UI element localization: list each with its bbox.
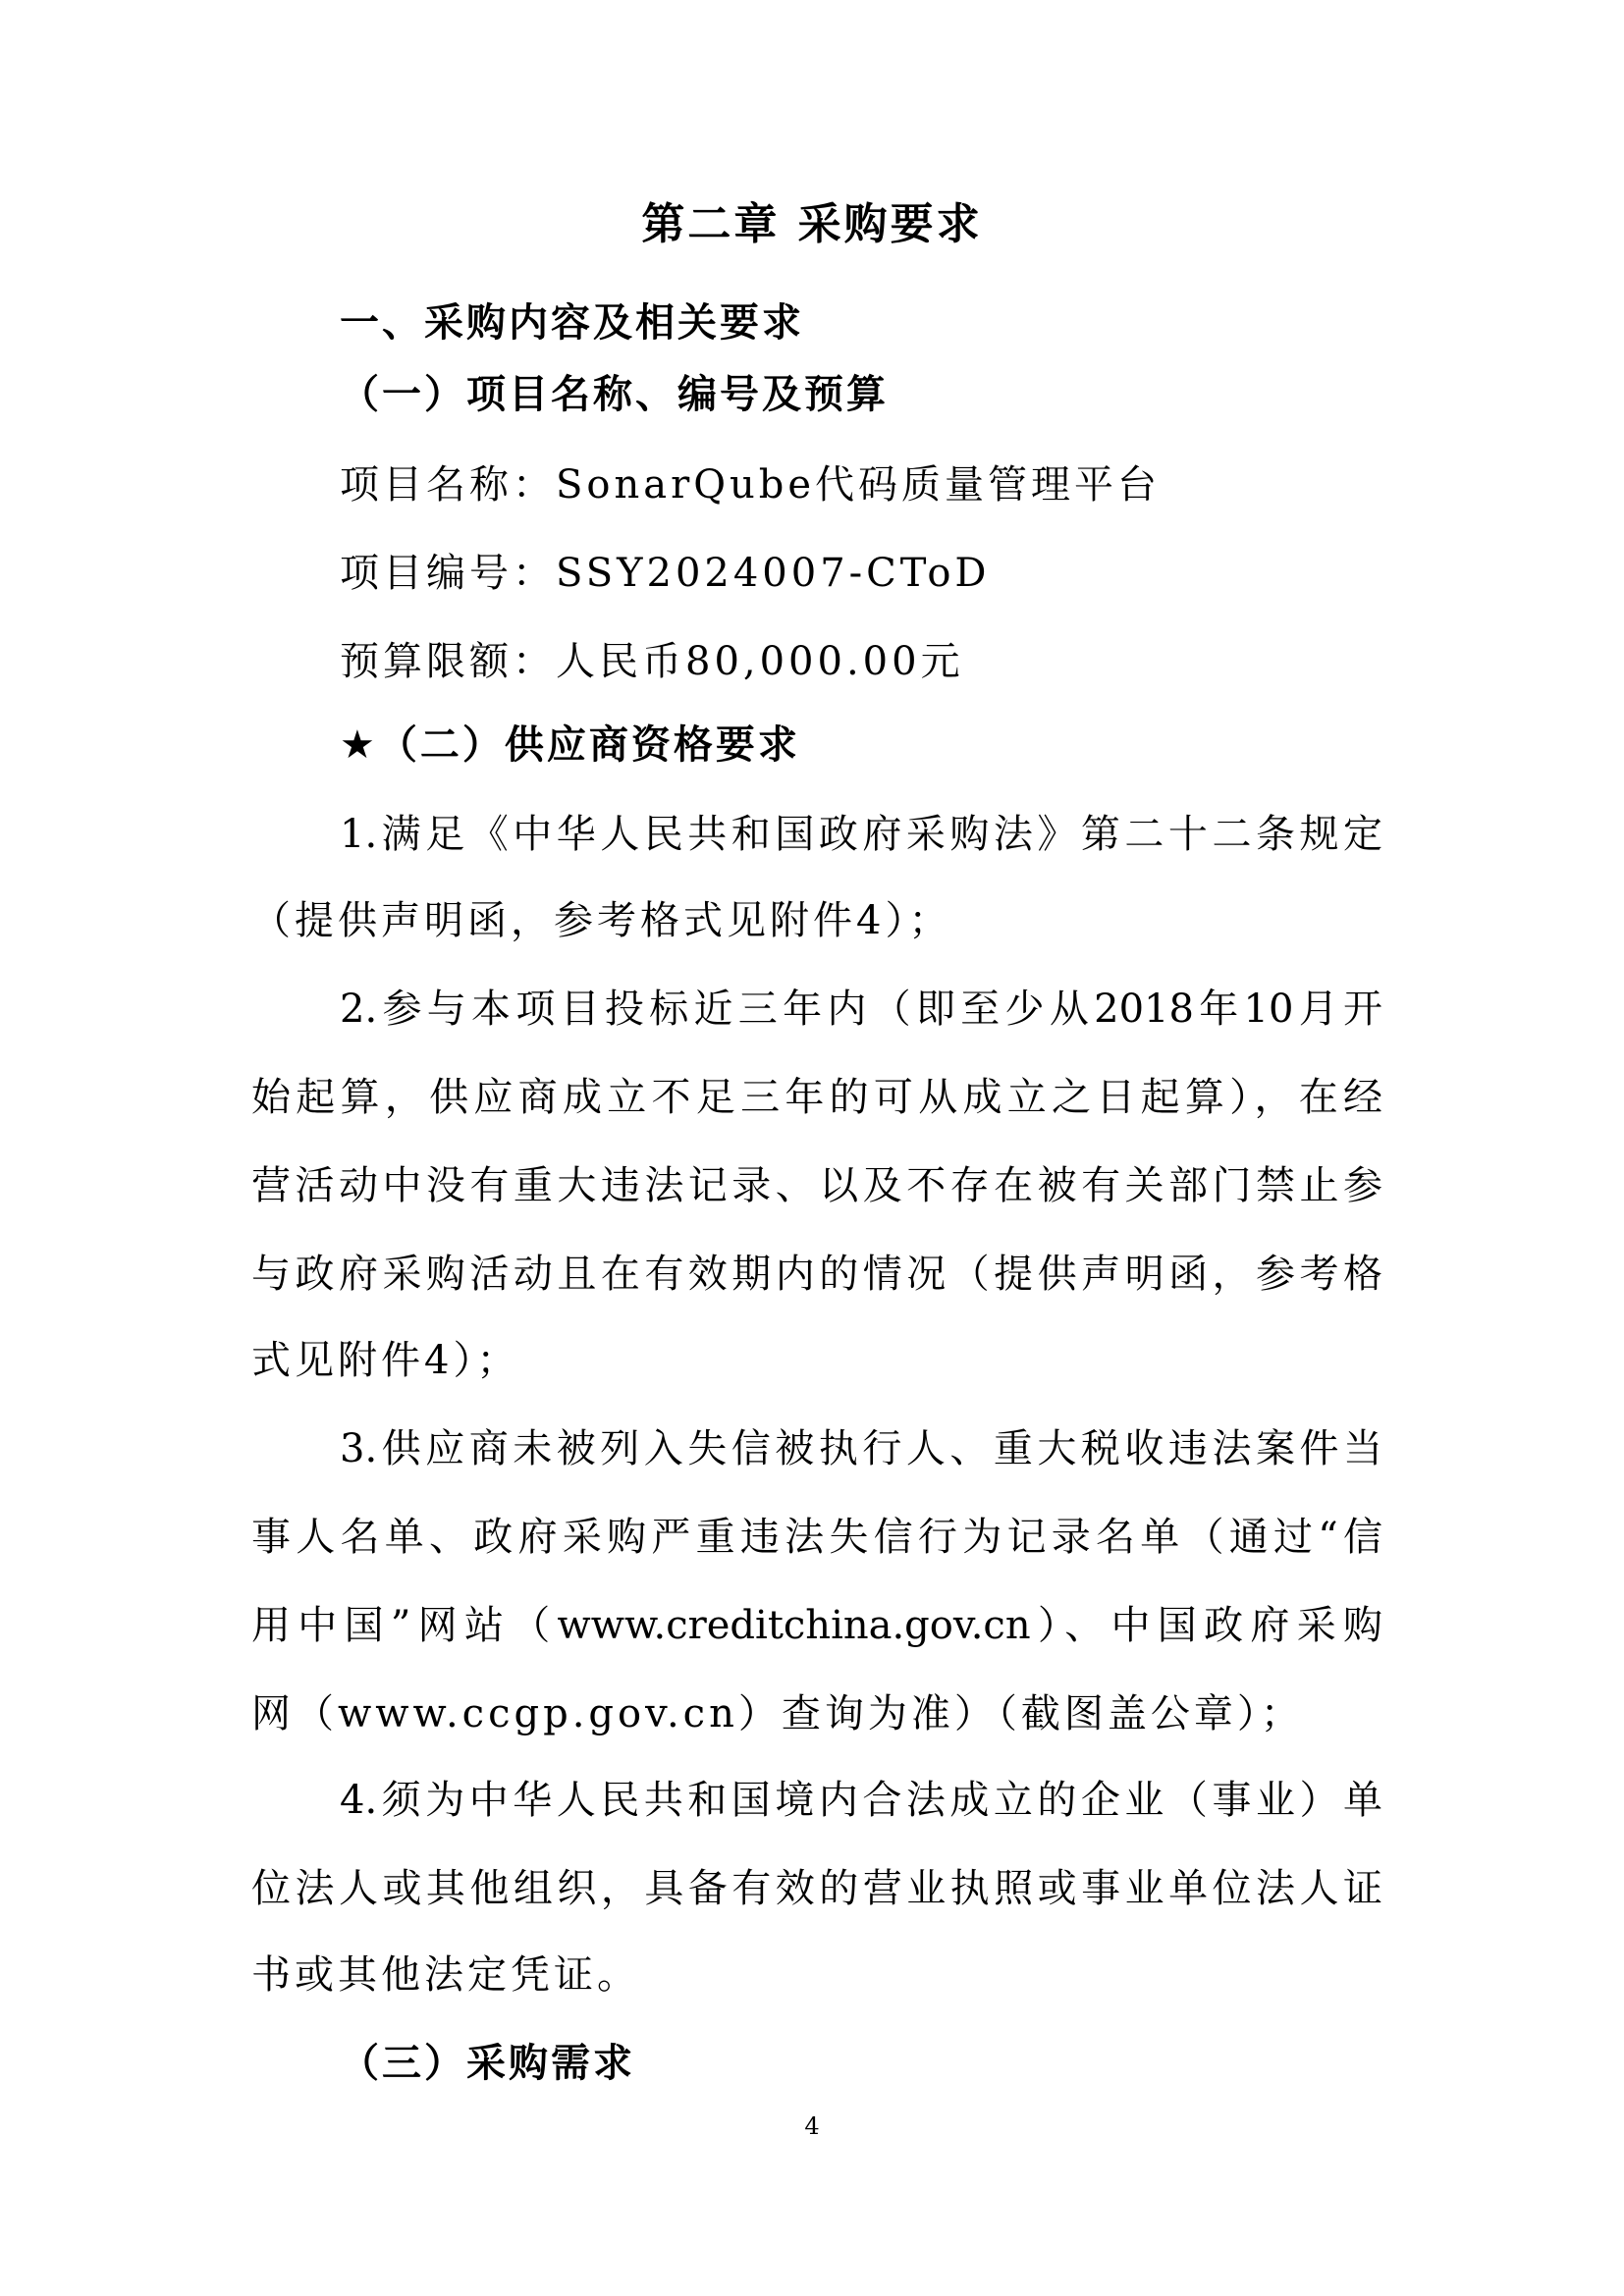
subsection-heading-project: （一）项目名称、编号及预算 [340, 372, 889, 417]
requirement-1-line-2: （提供声明函，参考格式见附件4）； [251, 898, 952, 943]
requirement-3-line-4: 网（www.ccgp.gov.cn）查询为准）（截图盖公章）； [251, 1691, 1304, 1736]
requirement-4-line-2: 位法人或其他组织，具备有效的营业执照或事业单位法人证 [251, 1866, 1382, 1911]
requirement-2-line-4: 与政府采购活动且在有效期内的情况（提供声明函，参考格 [251, 1252, 1382, 1297]
requirement-3-line-1: 3.供应商未被列入失信被执行人、重大税收违法案件当 [340, 1426, 1382, 1471]
requirement-3-line-2: 事人名单、政府采购严重违法失信行为记录名单（通过“信 [251, 1515, 1382, 1560]
project-number: 项目编号：SSY2024007-CToD [340, 551, 991, 596]
subsection-heading-requirements: （三）采购需求 [340, 2041, 635, 2086]
chapter-title: 第二章 采购要求 [641, 199, 983, 249]
section-heading: 一、采购内容及相关要求 [340, 300, 804, 346]
requirement-2-line-5: 式见附件4）； [251, 1338, 520, 1383]
subsection-heading-qualifications: ★（二）供应商资格要求 [340, 722, 800, 768]
requirement-1-line-1: 1.满足《中华人民共和国政府采购法》第二十二条规定 [340, 812, 1382, 857]
project-name: 项目名称：SonarQube代码质量管理平台 [340, 462, 1162, 507]
budget-limit: 预算限额：人民币80,000.00元 [340, 639, 964, 684]
page-number: 4 [804, 2112, 820, 2140]
requirement-3-line-3: 用中国”网站（www.creditchina.gov.cn）、中国政府采购 [251, 1603, 1382, 1648]
requirement-4-line-1: 4.须为中华人民共和国境内合法成立的企业（事业）单 [340, 1778, 1382, 1823]
requirement-4-line-3: 书或其他法定凭证。 [251, 1952, 640, 1998]
requirement-2-line-3: 营活动中没有重大违法记录、以及不存在被有关部门禁止参 [251, 1163, 1382, 1208]
requirement-2-line-1: 2.参与本项目投标近三年内（即至少从2018年10月开 [340, 987, 1382, 1032]
requirement-2-line-2: 始起算，供应商成立不足三年的可从成立之日起算），在经 [251, 1075, 1382, 1120]
